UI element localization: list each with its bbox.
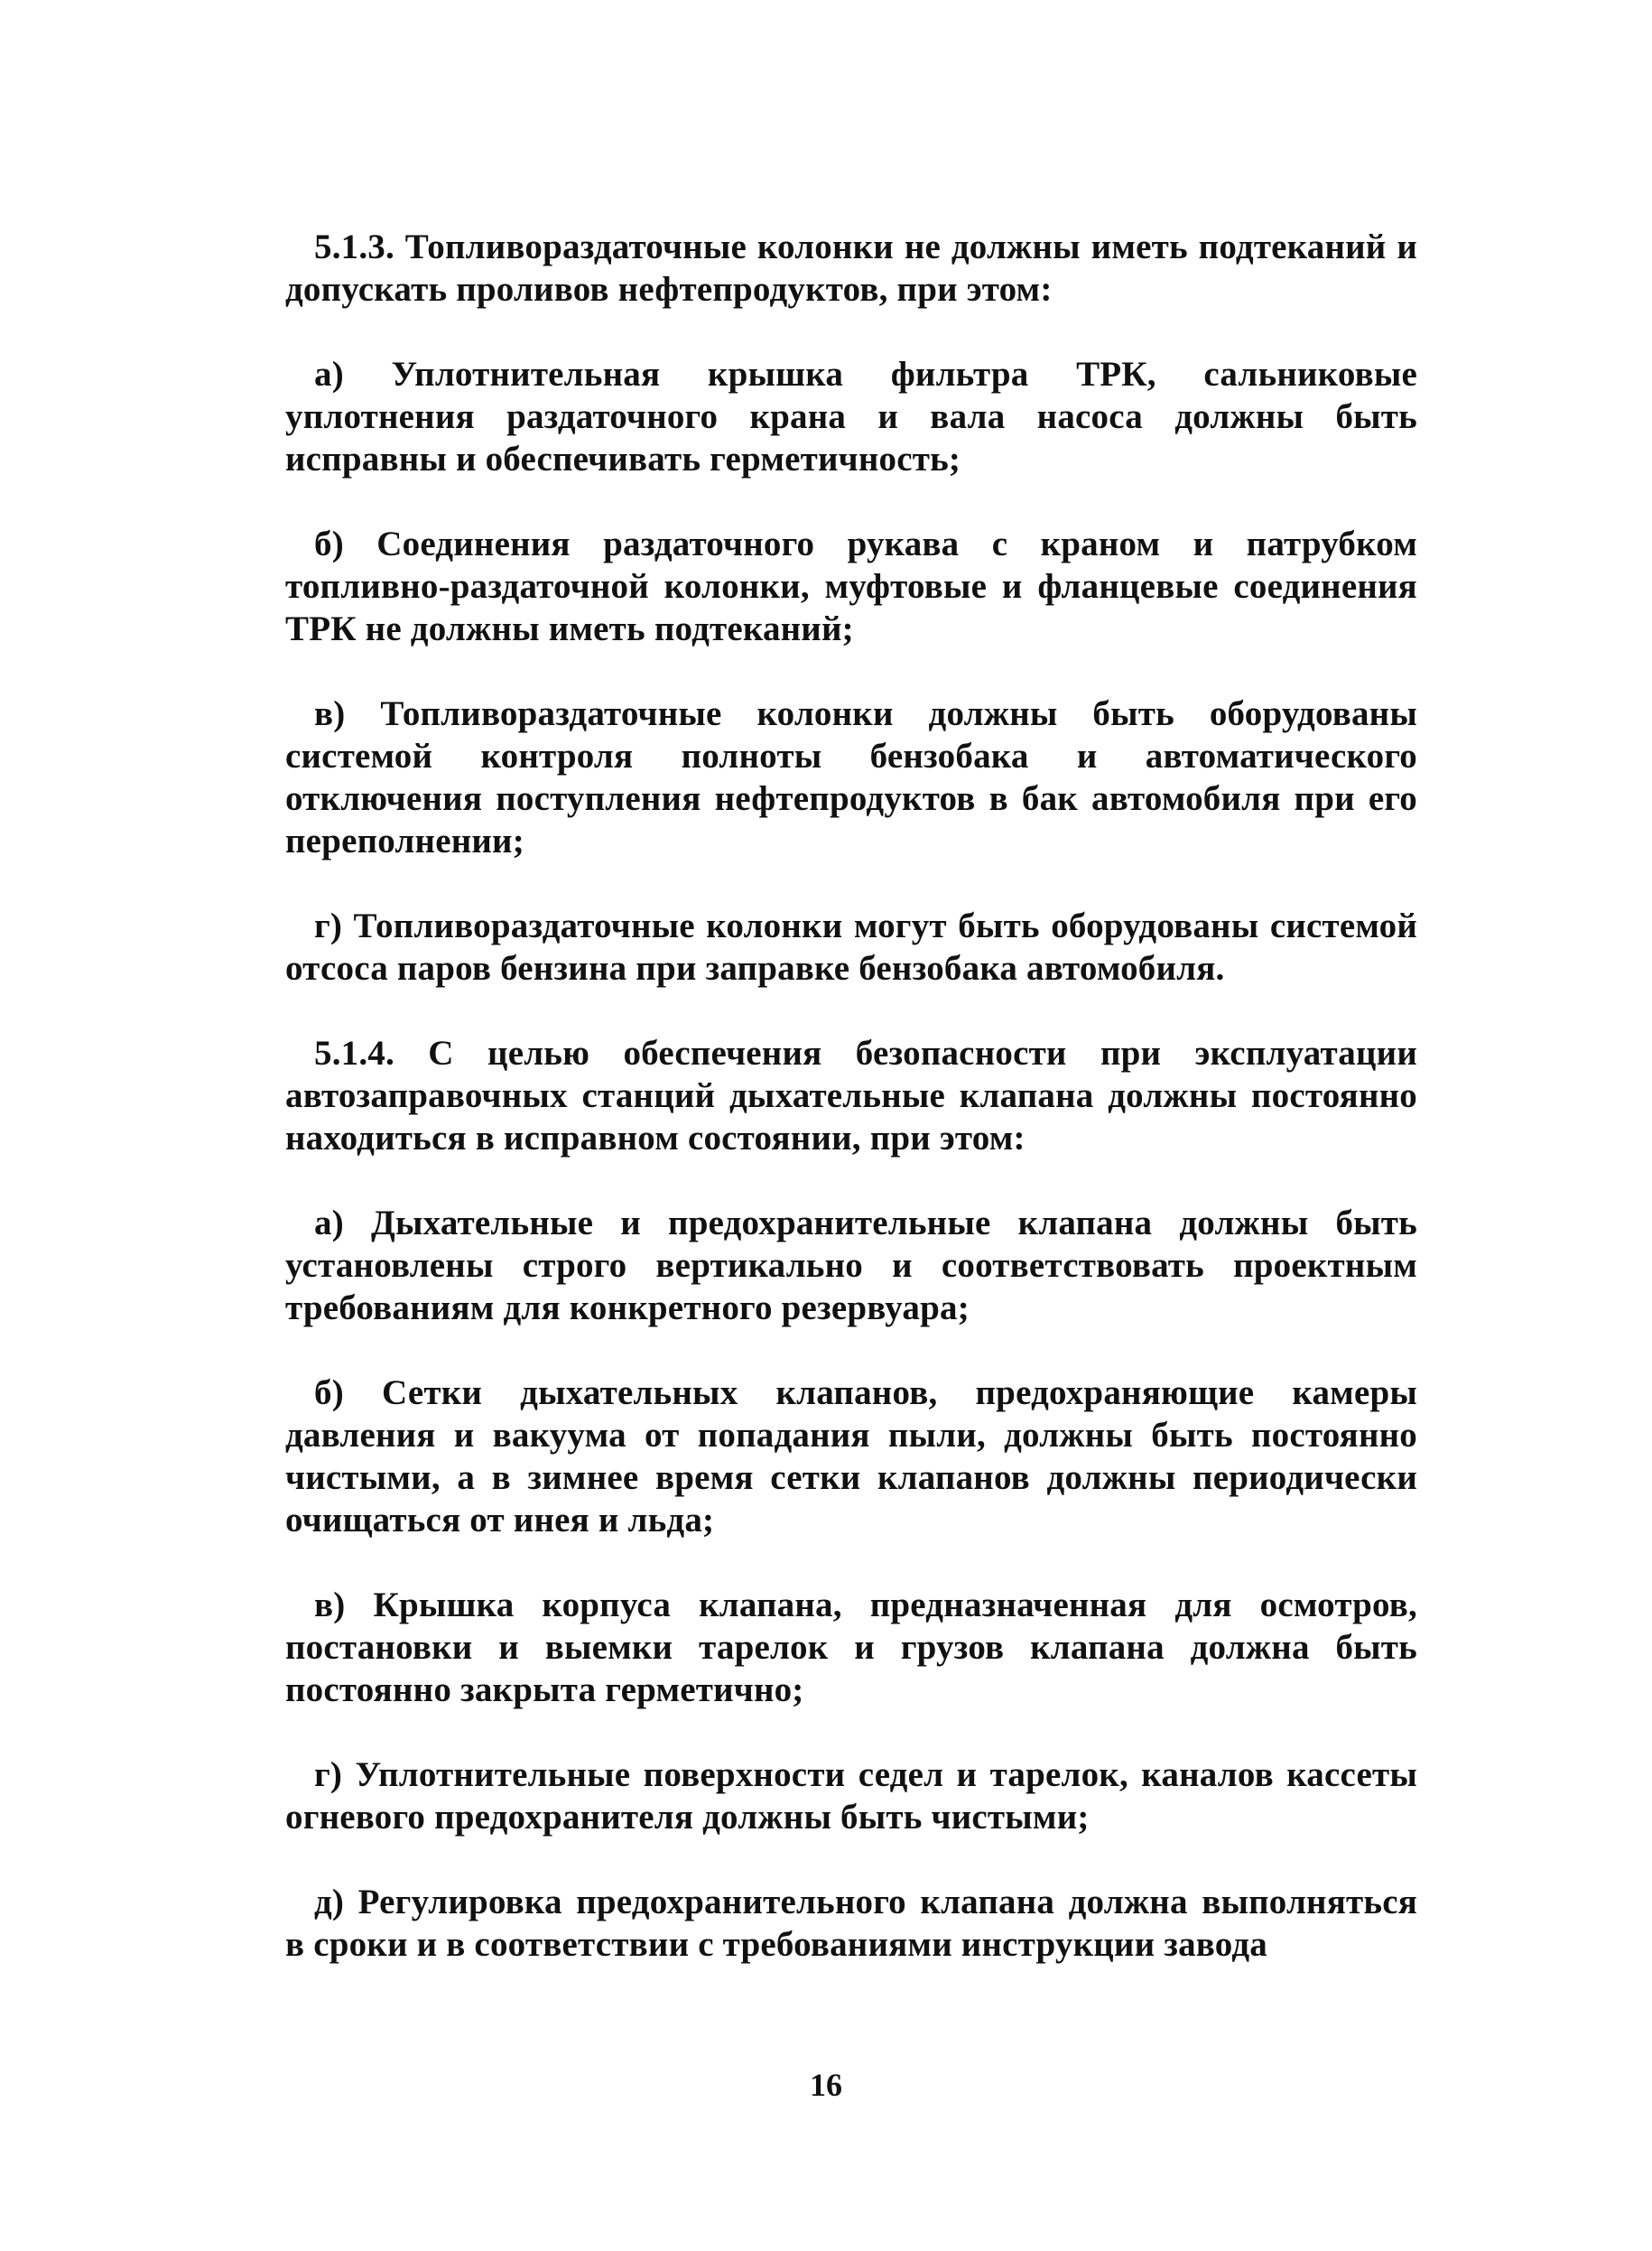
page-number: 16 bbox=[810, 2067, 842, 2103]
paragraph-5-1-3-v: в) Топливораздаточные колонки должны быть оборудованы системой контроля полноты бензобака и автоматического отключения поступления нефтепродуктов в бак автомобиля при его переполнении; bbox=[285, 694, 1417, 860]
paragraph-5-1-3-g: г) Топливораздаточные колонки могут быть оборудованы системой отсоса паров бензина при заправке бензобака автомобиля. bbox=[285, 907, 1417, 988]
paragraph-5-1-3: 5.1.3. Топливораздаточные колонки не должны иметь подтеканий и допускать проливов нефтепродуктов, при этом: bbox=[285, 228, 1417, 309]
paragraph-5-1-4: 5.1.4. С целью обеспечения безопасности при эксплуатации автозаправочных станций дыхательные клапана должны постоянно находиться в исправном состоянии, при этом: bbox=[285, 1034, 1417, 1158]
paragraph-5-1-3-b: б) Соединения раздаточного рукава с краном и патрубком топливно-раздаточной колонки, муфтовые и фланцевые соединения ТРК не должны иметь подтеканий; bbox=[285, 525, 1417, 648]
paragraph-5-1-4-v: в) Крышка корпуса клапана, предназначенная для осмотров, постановки и выемки тарелок и грузов клапана должна быть постоянно закрыта герметично; bbox=[285, 1586, 1417, 1709]
paragraph-5-1-4-a: а) Дыхательные и предохранительные клапана должны быть установлены строго вертикально и соответствовать проектным требованиям для конкретного резервуара; bbox=[285, 1204, 1417, 1327]
paragraph-5-1-4-d: д) Регулировка предохранительного клапана должна выполняться в сроки и в соответствии с требованиями инструкции завода bbox=[285, 1883, 1417, 1964]
document-body bbox=[285, 226, 1417, 2008]
paragraph-5-1-4-g: г) Уплотнительные поверхности седел и тарелок, каналов кассеты огневого предохранителя должны быть чистыми; bbox=[285, 1755, 1417, 1837]
paragraph-5-1-3-a: а) Уплотнительная крышка фильтра ТРК, сальниковые уплотнения раздаточного крана и вала насоса должны быть исправны и обеспечивать герметичность; bbox=[285, 355, 1417, 479]
paragraph-5-1-4-b: б) Сетки дыхательных клапанов, предохраняющие камеры давления и вакуума от попадания пыли, должны быть постоянно чистыми, а в зимнее время сетки клапанов должны периодически очищаться от инея и льда; bbox=[285, 1373, 1417, 1539]
